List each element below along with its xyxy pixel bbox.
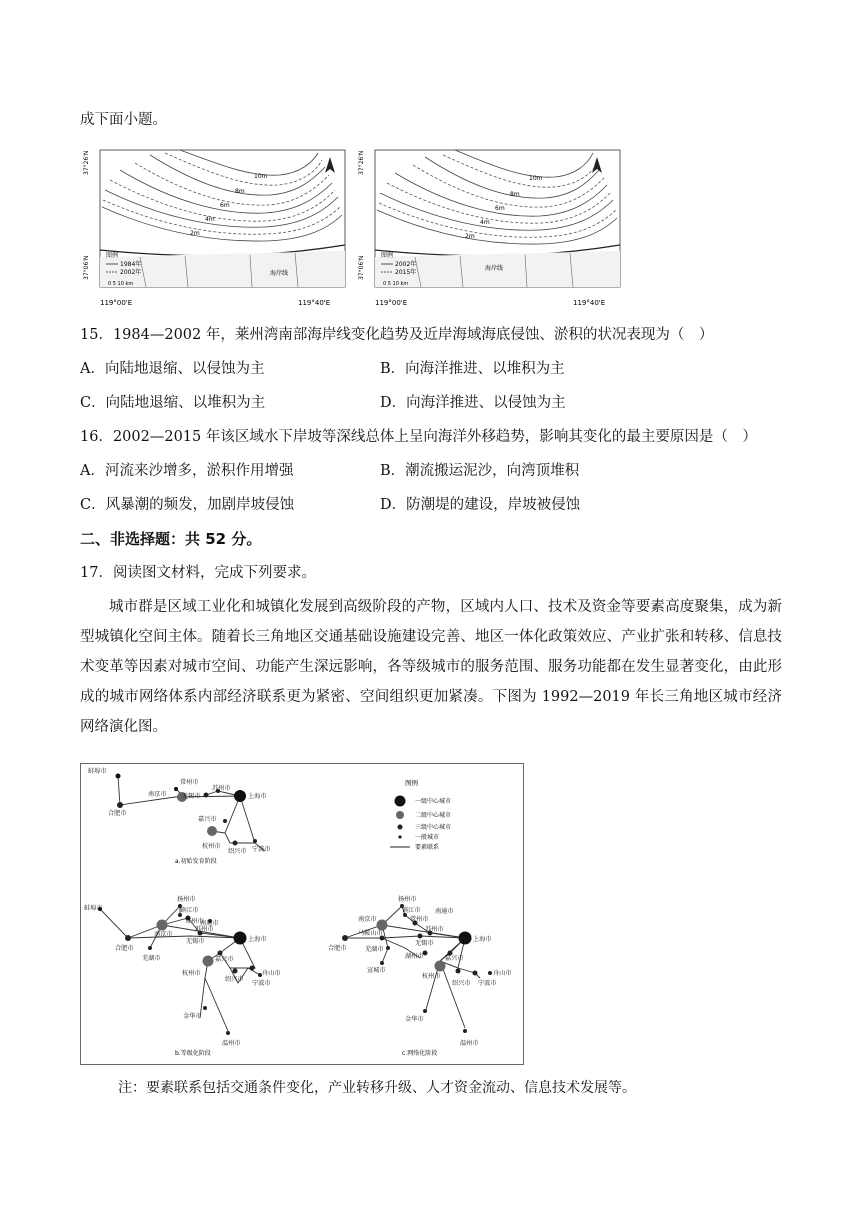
svg-text:苏州市: 苏州市 xyxy=(212,785,231,792)
svg-text:南京市: 南京市 xyxy=(148,791,167,798)
svg-text:金华市: 金华市 xyxy=(183,1013,202,1020)
svg-text:无锡市: 无锡市 xyxy=(182,793,201,800)
svg-text:南通市: 南通市 xyxy=(200,920,219,927)
city-node xyxy=(207,826,217,836)
svg-text:无锡市: 无锡市 xyxy=(186,938,205,945)
svg-text:上海市: 上海市 xyxy=(248,936,267,943)
legend-title: 图例 xyxy=(381,252,394,259)
section-heading: 二、非选择题：共 52 分。 xyxy=(80,530,262,548)
intro-tail: 成下面小题。 xyxy=(80,112,167,128)
depth-label-10m: 10m xyxy=(529,175,543,182)
q16-option-d[interactable]: D．防潮堤的建设，岸坡被侵蚀 xyxy=(380,497,581,513)
svg-text:宁波市: 宁波市 xyxy=(252,980,271,987)
scale-bar: 0 5 10 km xyxy=(383,281,409,287)
legend-level3: 三级中心城市 xyxy=(415,824,452,831)
svg-text:嘉兴市: 嘉兴市 xyxy=(445,955,464,962)
legend-link: 要素联系 xyxy=(415,844,440,851)
svg-text:杭州市: 杭州市 xyxy=(182,970,201,977)
legend-level1: 一级中心城市 xyxy=(415,798,452,805)
svg-text:嘉兴市: 嘉兴市 xyxy=(198,816,217,823)
lat-top: 37°26'N xyxy=(83,150,90,175)
lon-left: 119°00'E xyxy=(100,299,133,307)
svg-text:合肥市: 合肥市 xyxy=(108,810,127,817)
svg-text:绍兴市: 绍兴市 xyxy=(452,980,471,987)
svg-text:宁波市: 宁波市 xyxy=(478,980,497,987)
svg-text:苏州市: 苏州市 xyxy=(425,926,444,933)
svg-text:蚌埠市: 蚌埠市 xyxy=(84,905,103,912)
depth-label-4m: 4m xyxy=(205,216,215,223)
svg-text:合肥市: 合肥市 xyxy=(115,945,134,952)
svg-text:舟山市: 舟山市 xyxy=(262,970,281,977)
city-node xyxy=(234,790,246,802)
svg-text:嘉兴市: 嘉兴市 xyxy=(215,956,234,963)
depth-label-8m: 8m xyxy=(235,188,245,195)
svg-text:芜湖市: 芜湖市 xyxy=(142,955,161,962)
svg-text:宁波市: 宁波市 xyxy=(252,846,271,853)
svg-text:南京市: 南京市 xyxy=(358,916,377,923)
q17-paragraph: 城市群是区域工业化和城镇化发展到高级阶段的产物，区域内人口、技术及资金等要素高度聚集，成为新型城镇化空间主体。随着长三角地区交通基础设施建设完善、地区一体化政策效应、产业扩张和转移、信息技术变革等因素对城市空间、功能产生深远影响，各等级城市的服务范围、服务功能都在发生显著变化，由此形成的城市网络体系内部经济联系更为紧密、空间组织更加紧凑。下图为 1992—2019 年长三角地区城市经济网络演化图。 xyxy=(80,599,782,735)
svg-text:马鞍山市: 马鞍山市 xyxy=(358,930,383,937)
lon-right: 119°40'E xyxy=(573,299,606,307)
figure-frame xyxy=(81,764,524,1065)
depth-label-2m: 2m xyxy=(190,230,200,237)
q16-option-c[interactable]: C．风暴潮的频发，加剧岸坡侵蚀 xyxy=(80,497,295,513)
depth-label-8m: 8m xyxy=(510,191,520,198)
lat-bottom: 37°06'N xyxy=(83,255,90,280)
svg-text:常州市: 常州市 xyxy=(185,918,204,925)
svg-text:镇江市: 镇江市 xyxy=(402,907,421,914)
depth-label-4m: 4m xyxy=(480,219,490,226)
svg-text:金华市: 金华市 xyxy=(405,1016,424,1023)
svg-text:温州市: 温州市 xyxy=(222,1040,241,1047)
q15-option-d[interactable]: D．向海洋推进、以侵蚀为主 xyxy=(380,395,566,411)
seawall-label: 海岸线 xyxy=(270,270,289,277)
svg-text:温州市: 温州市 xyxy=(460,1040,479,1047)
depth-label-6m: 6m xyxy=(220,202,230,209)
svg-text:芜湖市: 芜湖市 xyxy=(365,946,384,953)
svg-text:扬州市: 扬州市 xyxy=(177,896,196,903)
legend-dashed: 2002年 xyxy=(120,269,142,276)
city-node xyxy=(223,819,227,823)
svg-text:舟山市: 舟山市 xyxy=(493,970,512,977)
svg-text:镇江市: 镇江市 xyxy=(180,907,199,914)
q15-option-a[interactable]: A．向陆地退缩、以侵蚀为主 xyxy=(80,361,265,377)
svg-text:蚌埠市: 蚌埠市 xyxy=(88,768,107,775)
legend-title: 图例 xyxy=(106,252,119,259)
legend-solid: 1984年 xyxy=(120,261,142,268)
svg-text:杭州市: 杭州市 xyxy=(422,973,441,980)
city-node xyxy=(174,787,178,791)
q16-stem: 16．2002—2015 年该区域水下岸坡等深线总体上呈向海洋外移趋势，影响其变化的最主要原因是（ ） xyxy=(80,429,757,445)
svg-text:上海市: 上海市 xyxy=(473,936,492,943)
network-figure xyxy=(80,763,524,1065)
map-2002-2015 xyxy=(355,145,625,315)
figure-note: 注：要素联系包括交通条件变化，产业转移升级、人才资金流动、信息技术发展等。 xyxy=(118,1080,636,1096)
city-node xyxy=(117,802,123,808)
svg-text:杭州市: 杭州市 xyxy=(202,843,221,850)
legend-level2: 二级中心城市 xyxy=(415,812,452,819)
legend-general: 一般城市 xyxy=(415,834,440,841)
depth-label-2m: 2m xyxy=(465,233,475,240)
svg-text:湖州市: 湖州市 xyxy=(405,953,424,960)
q15-option-b[interactable]: B．向海洋推进、以堆积为主 xyxy=(380,361,565,377)
q15-option-c[interactable]: C．向陆地退缩、以堆积为主 xyxy=(80,395,266,411)
svg-text:扬州市: 扬州市 xyxy=(398,896,417,903)
legend-solid: 2002年 xyxy=(395,261,417,268)
caption-a: a.初始发育阶段 xyxy=(175,858,217,865)
lat-top: 37°26'N xyxy=(358,150,365,175)
seawall-label: 海岸线 xyxy=(485,265,504,272)
svg-text:南京市: 南京市 xyxy=(154,931,173,938)
svg-text:常州市: 常州市 xyxy=(180,779,199,786)
city-node xyxy=(116,774,121,779)
depth-label-10m: 10m xyxy=(254,173,268,180)
q15-stem: 15．1984—2002 年，莱州湾南部海岸线变化趋势及近岸海域海底侵蚀、淤积的状况表现为（ ） xyxy=(80,327,714,343)
caption-b: b.等级化阶段 xyxy=(175,1050,211,1057)
caption-c: c.网络化阶段 xyxy=(402,1050,438,1057)
svg-text:南通市: 南通市 xyxy=(435,908,454,915)
svg-text:宣城市: 宣城市 xyxy=(367,967,386,974)
q16-option-b[interactable]: B．潮流搬运泥沙，向湾顶堆积 xyxy=(380,463,580,479)
city-node xyxy=(204,793,209,798)
svg-text:苏州市: 苏州市 xyxy=(195,926,214,933)
city-node xyxy=(233,841,238,846)
q17-stem: 17．阅读图文材料，完成下列要求。 xyxy=(80,565,316,581)
svg-text:合肥市: 合肥市 xyxy=(328,945,347,952)
legend-dashed: 2015年 xyxy=(395,269,417,276)
svg-text:常州市: 常州市 xyxy=(410,916,429,923)
lon-right: 119°40'E xyxy=(298,299,331,307)
legend-title: 图例 xyxy=(405,779,418,787)
lon-left: 119°00'E xyxy=(375,299,408,307)
lat-bottom: 37°06'N xyxy=(358,255,365,280)
q16-option-a[interactable]: A．河流来沙增多，淤积作用增强 xyxy=(80,463,294,479)
scale-bar: 0 5 10 km xyxy=(108,281,134,287)
map-1984-2002 xyxy=(80,145,350,315)
svg-text:绍兴市: 绍兴市 xyxy=(225,976,244,983)
city-node xyxy=(253,839,257,843)
svg-text:上海市: 上海市 xyxy=(248,793,267,800)
svg-text:绍兴市: 绍兴市 xyxy=(228,848,247,855)
svg-text:无锡市: 无锡市 xyxy=(415,940,434,947)
depth-label-6m: 6m xyxy=(495,205,505,212)
